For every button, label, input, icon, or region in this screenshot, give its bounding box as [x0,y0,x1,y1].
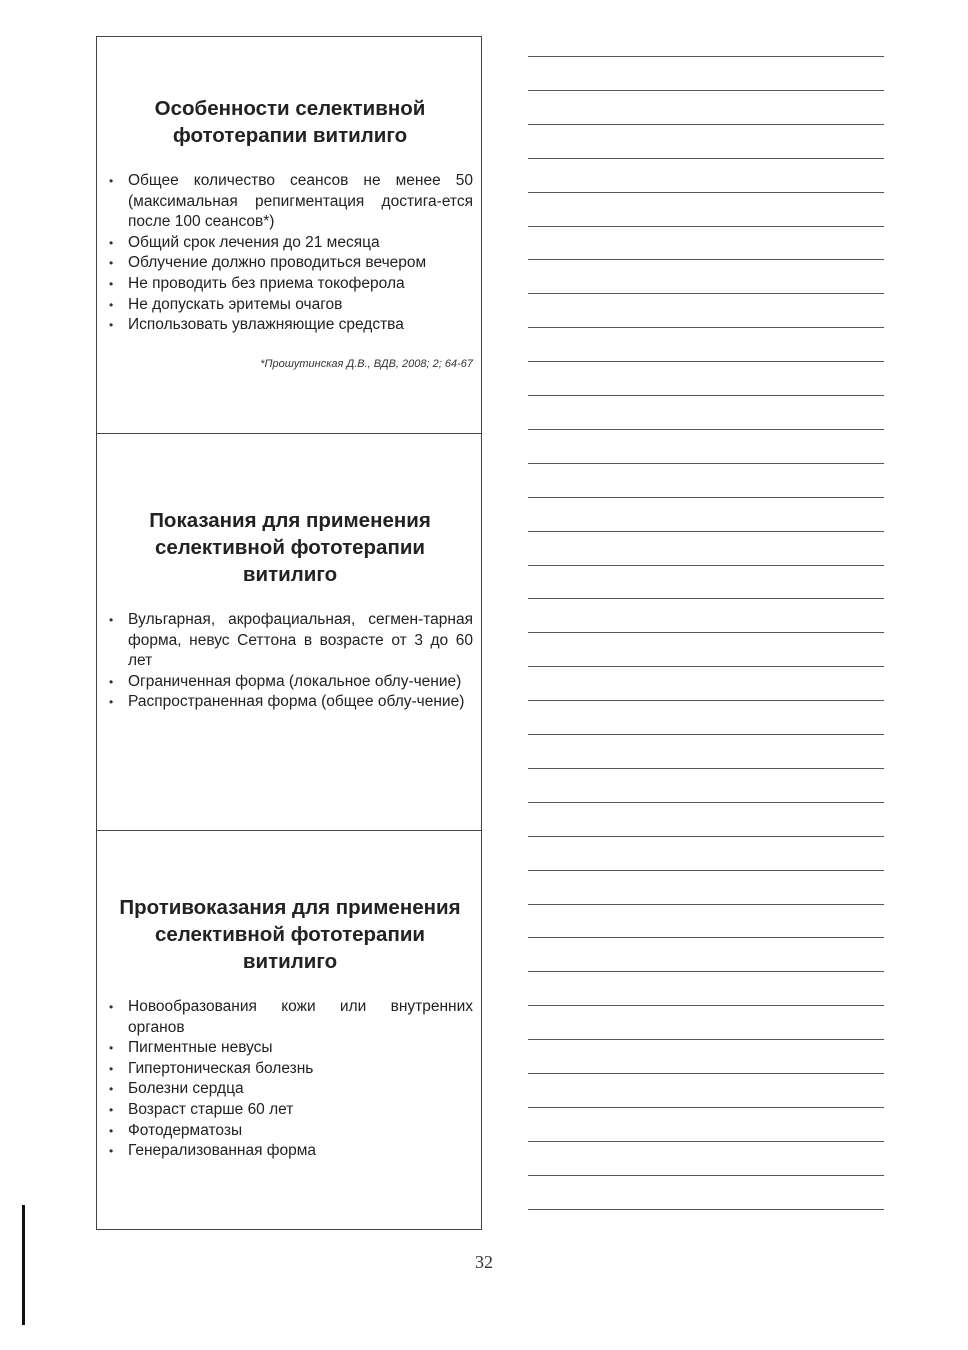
note-line [528,158,884,159]
list-item: • Облучение должно проводиться вечером [107,253,473,274]
list-item: • Пигментные невусы [107,1038,473,1059]
note-line [528,531,884,532]
bullet-icon: • [109,256,114,271]
note-line [528,90,884,91]
list-item: • Не проводить без приема токоферола [107,274,473,295]
slide-title: Показания для применения селективной фототерапии витилиго [149,509,431,586]
bullet-icon: • [109,297,114,312]
note-line [528,1209,884,1210]
slide-features [96,36,482,434]
slide-contraindications [96,830,482,1230]
note-line [528,565,884,566]
note-line [528,802,884,803]
list-item: • Возраст старше 60 лет [107,1100,473,1121]
note-line [528,259,884,260]
list-item: • Болезни сердца [107,1079,473,1100]
note-line [528,768,884,769]
bullet-icon: • [109,1061,114,1076]
bullet-icon: • [109,1041,114,1056]
note-line [528,463,884,464]
bullet-icon: • [109,235,114,250]
note-line [528,1141,884,1142]
list-item: • Общее количество сеансов не менее 50 (максимальная репигментация достига-ется после 100 сеансов*) [109,172,473,231]
bullet-icon: • [109,1102,114,1117]
note-line [528,1039,884,1040]
note-line [528,124,884,125]
bullet-icon: • [109,318,114,333]
list-item: • Общий срок лечения до 21 месяца [107,233,473,254]
scan-edge-mark [22,1205,25,1325]
note-line [528,937,884,938]
list-item: • Не допускать эритемы очагов [107,295,473,316]
note-line [528,192,884,193]
bullet-icon: • [109,695,114,710]
note-line [528,497,884,498]
bullet-list [107,610,473,713]
list-item: • Ограниченная форма (локальное облу-чение) [107,672,473,693]
bullet-icon: • [109,674,114,689]
note-line [528,327,884,328]
note-line [528,361,884,362]
note-line [528,836,884,837]
slide-title: Особенности селективной фототерапии витилиго [154,97,426,147]
list-item: • Вульгарная, акрофациальная, сегмен-тарная форма, невус Сеттона в возрасте от 3 до 60 лет [109,611,473,670]
bullet-list [107,997,473,1162]
note-line [528,734,884,735]
slide-title: Противоказания для применения селективной фототерапии витилиго [119,896,461,973]
bullet-icon: • [109,1000,114,1014]
note-line [528,1005,884,1006]
note-line [528,666,884,667]
list-item: • Распространенная форма (общее облу-чение) [107,692,473,713]
note-line [528,870,884,871]
slide-indications [96,433,482,831]
note-line [528,632,884,633]
bullet-icon: • [109,1082,114,1097]
note-line [528,1175,884,1176]
note-line [528,429,884,430]
list-item: • Новообразования кожи или внутренних органов [109,998,473,1036]
list-item: • Гипертоническая болезнь [107,1059,473,1080]
list-item: • Фотодерматозы [107,1121,473,1142]
bullet-list [107,171,473,336]
list-item: • Генерализованная форма [107,1141,473,1162]
list-item: • Использовать увлажняющие средства [107,315,473,336]
note-line [528,971,884,972]
note-line [528,56,884,57]
note-line [528,226,884,227]
bullet-icon: • [109,1123,114,1138]
note-line [528,1073,884,1074]
note-line [528,700,884,701]
note-line [528,1107,884,1108]
bullet-icon: • [109,613,114,627]
notes-lines [528,0,884,1240]
page-number: 32 [475,1252,493,1272]
note-line [528,598,884,599]
bullet-icon: • [109,1144,114,1159]
note-line [528,293,884,294]
bullet-icon: • [109,276,114,291]
note-line [528,395,884,396]
note-line [528,904,884,905]
citation: *Прошутинская Д.В., ВДВ, 2008; 2; 64-67 [260,357,473,370]
bullet-icon: • [109,174,114,188]
